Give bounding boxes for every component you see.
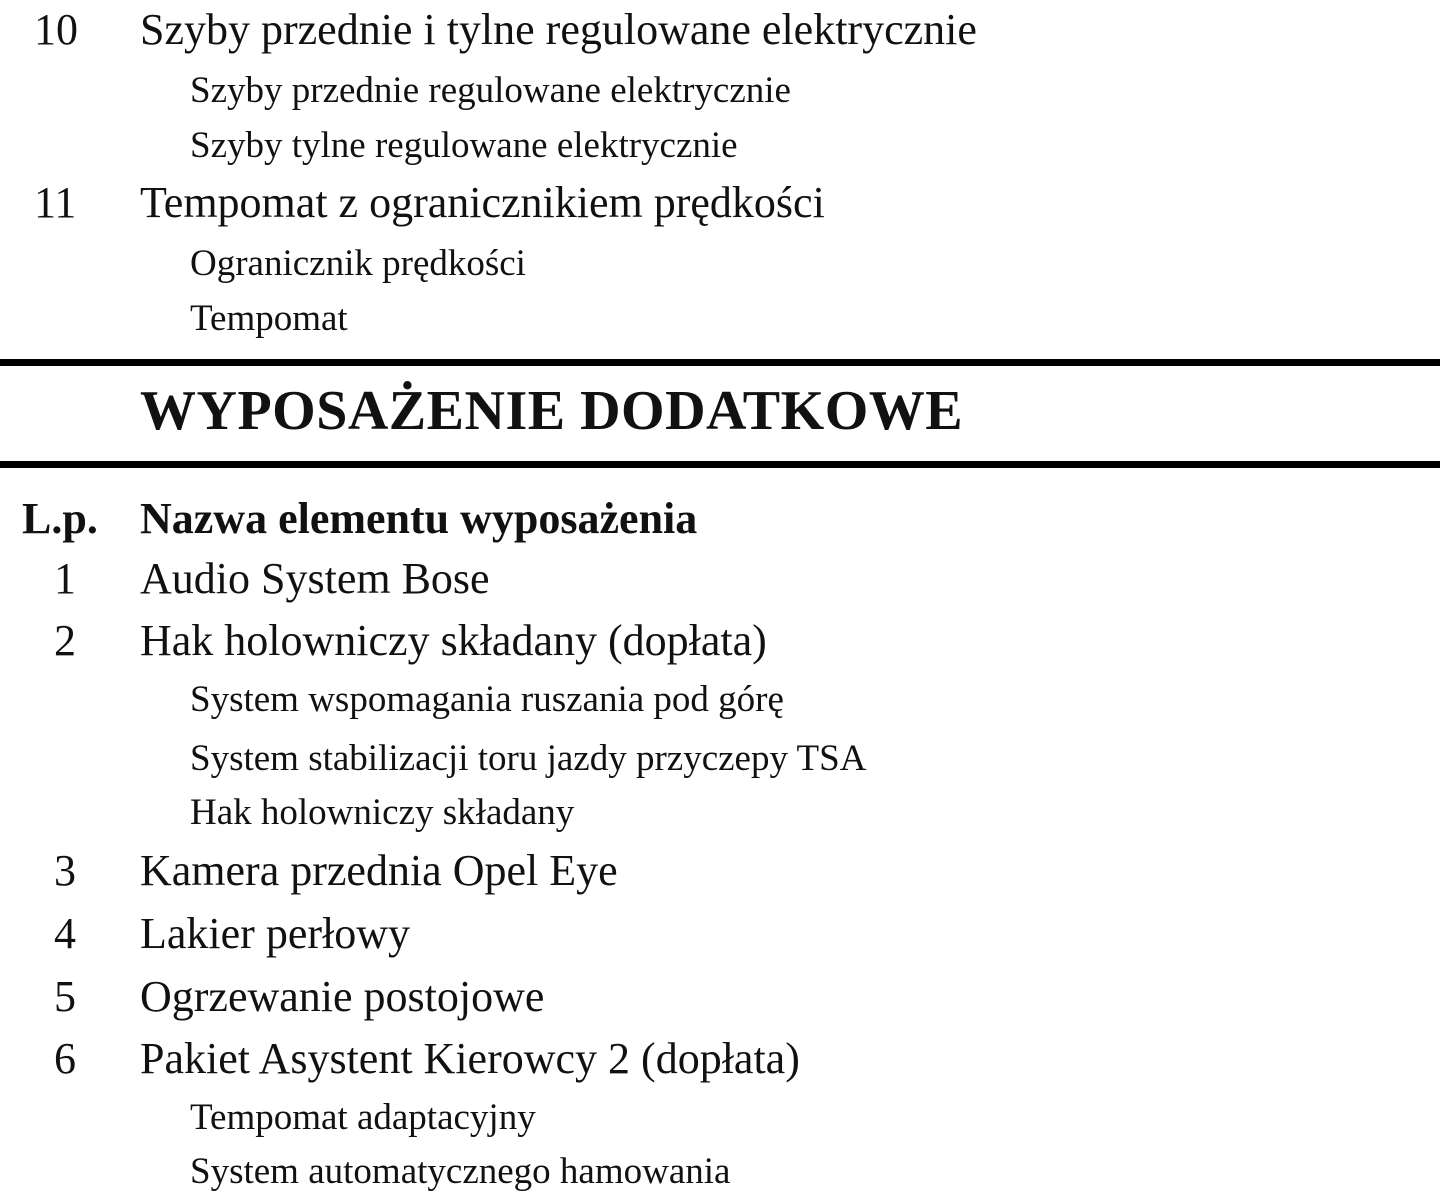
sub-item: System wspomagania ruszania pod górę: [190, 679, 784, 720]
sub-item: System stabilizacji toru jazdy przyczepy TSA: [190, 738, 867, 779]
sub-item: Hak holowniczy składany: [190, 792, 575, 833]
item-number: 1: [54, 554, 76, 603]
column-header-number: L.p.: [22, 494, 98, 543]
item-number: 4: [54, 909, 76, 958]
sub-item: Tempomat: [190, 298, 348, 339]
sub-item: Tempomat adaptacyjny: [190, 1097, 536, 1138]
sub-item: Ogranicznik prędkości: [190, 243, 526, 284]
sub-item: Szyby przednie regulowane elektrycznie: [190, 70, 791, 111]
item-name: Ogrzewanie postojowe: [140, 972, 545, 1021]
item-number: 2: [54, 616, 76, 665]
item-name: Kamera przednia Opel Eye: [140, 846, 618, 895]
item-name: Szyby przednie i tylne regulowane elektrycznie: [140, 5, 977, 54]
item-name: Hak holowniczy składany (dopłata): [140, 616, 767, 665]
section-title: WYPOSAŻENIE DODATKOWE: [140, 380, 964, 442]
item-name: Audio System Bose: [140, 554, 490, 603]
item-number: 10: [34, 5, 78, 54]
item-name: Lakier perłowy: [140, 909, 410, 958]
item-name: Pakiet Asystent Kierowcy 2 (dopłata): [140, 1034, 800, 1083]
item-number: 5: [54, 972, 76, 1021]
item-number: 6: [54, 1034, 76, 1083]
item-name: Tempomat z ogranicznikiem prędkości: [140, 178, 825, 227]
item-number: 11: [34, 178, 77, 227]
item-number: 3: [54, 846, 76, 895]
section-divider-bottom: [0, 461, 1440, 468]
sub-item: System automatycznego hamowania: [190, 1151, 731, 1192]
section-divider-top: [0, 359, 1440, 366]
sub-item: Szyby tylne regulowane elektrycznie: [190, 125, 738, 166]
column-header-name: Nazwa elementu wyposażenia: [140, 494, 698, 543]
